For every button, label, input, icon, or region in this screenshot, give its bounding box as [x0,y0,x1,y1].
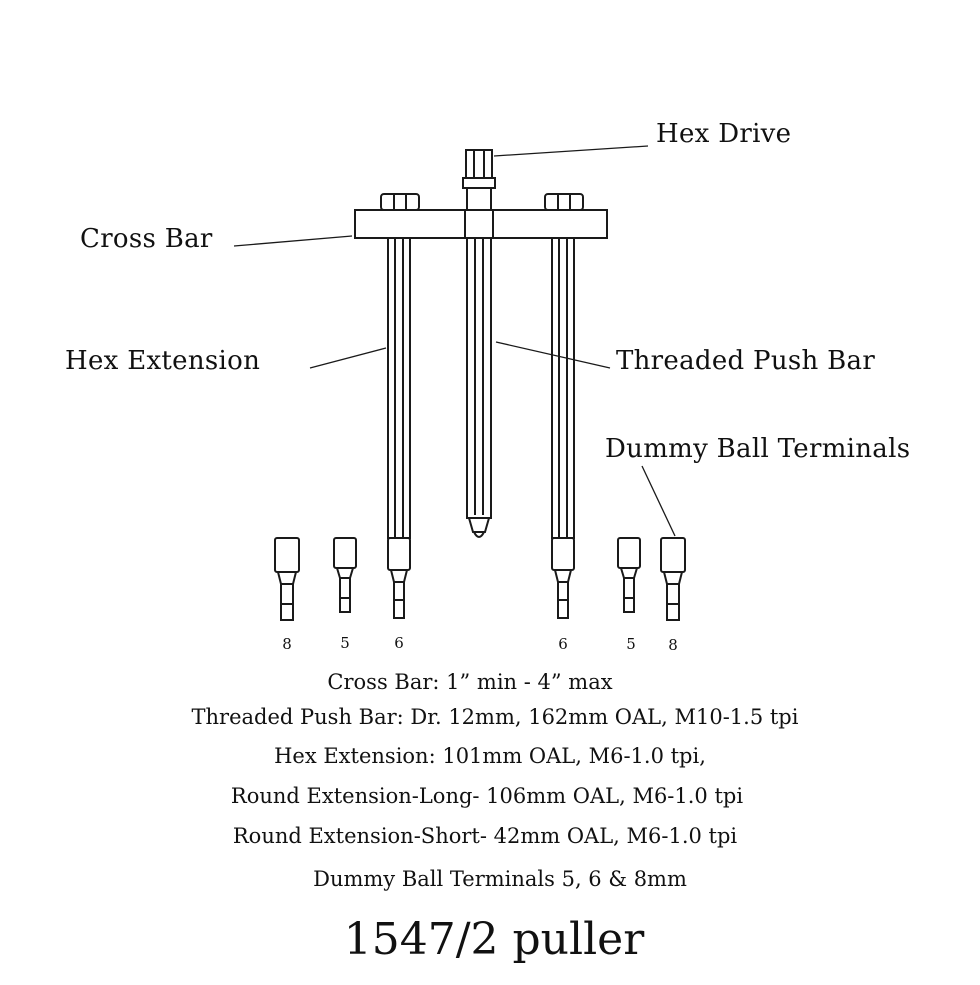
hex-extension-leader [310,348,386,368]
terminal-8-right [661,538,685,620]
dummy-ball-terminals-leader [642,466,675,536]
terminal-6-right [552,538,574,618]
terminal-size-label: 6 [394,634,404,652]
spec-line: Dummy Ball Terminals 5, 6 & 8mm [313,867,687,891]
terminal-8-left [275,538,299,620]
hex-drive [463,150,495,188]
terminal-6-left [388,538,410,618]
left-bolt-head [381,194,419,210]
spec-line: Round Extension-Short- 42mm OAL, M6-1.0 tpi [232,824,738,848]
cross-bar [355,210,607,238]
hex-extension-label: Hex Extension [65,346,261,376]
right-hex-extension [552,238,574,538]
threaded-push-bar-label: Threaded Push Bar [616,346,876,376]
spec-line: Round Extension-Long- 106mm OAL, M6-1.0 tpi [230,784,744,808]
cross-bar-label: Cross Bar [80,224,213,254]
terminal-size-label: 5 [626,635,636,653]
terminal-size-label: 6 [558,635,568,653]
spec-line: Hex Extension: 101mm OAL, M6-1.0 tpi, [274,744,706,768]
cross-bar-leader [234,236,352,246]
page-title: 1547/2 puller [343,914,645,965]
hex-drive-label: Hex Drive [656,119,792,149]
threaded-push-bar [467,188,491,537]
terminal-5-left [334,538,356,612]
right-bolt-head [545,194,583,210]
terminal-size-label: 8 [282,635,292,653]
spec-line: Threaded Push Bar: Dr. 12mm, 162mm OAL, M10-1.5 tpi [191,705,799,729]
terminal-size-label: 5 [340,634,350,652]
terminal-size-label: 8 [668,636,678,654]
spec-line: Cross Bar: 1” min - 4” max [327,670,613,694]
left-hex-extension [388,238,410,538]
dummy-ball-terminals-label: Dummy Ball Terminals [605,434,911,464]
leader-lines [234,146,675,536]
hex-drive-leader [494,146,648,156]
terminal-5-right [618,538,640,612]
